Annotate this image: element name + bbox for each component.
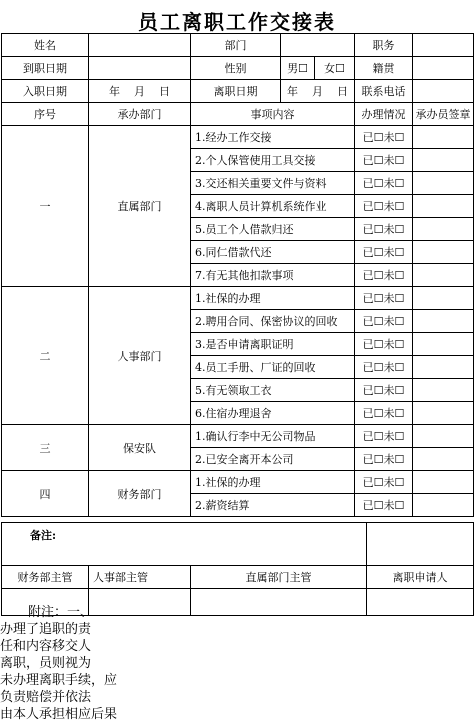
position-label: 职务 (355, 34, 413, 57)
status-checkbox[interactable]: 已☐未☐ (355, 264, 413, 287)
gender-female-checkbox[interactable]: 女☐ (315, 57, 355, 80)
signature-field[interactable] (413, 471, 474, 494)
item-text: 6.同仁借款代还 (191, 241, 355, 264)
status-checkbox[interactable]: 已☐未☐ (355, 310, 413, 333)
signature-field[interactable] (413, 494, 474, 517)
position-field[interactable] (413, 34, 474, 57)
status-checkbox[interactable]: 已☐未☐ (355, 195, 413, 218)
group-seq: 三 (2, 425, 89, 471)
item-text: 3.是否申请离职证明 (191, 333, 355, 356)
item-row (2, 471, 474, 494)
status-checkbox[interactable]: 已☐未☐ (355, 494, 413, 517)
signature-field[interactable] (413, 333, 474, 356)
sig-applicant-field[interactable] (367, 589, 474, 616)
status-checkbox[interactable]: 已☐未☐ (355, 172, 413, 195)
status-checkbox[interactable]: 已☐未☐ (355, 218, 413, 241)
item-text: 6.住宿办理退舍 (191, 402, 355, 425)
status-checkbox[interactable]: 已☐未☐ (355, 149, 413, 172)
native-label: 籍贯 (355, 57, 413, 80)
leave-date-label: 离职日期 (191, 80, 281, 103)
native-field[interactable] (413, 57, 474, 80)
item-text: 2.已安全离开本公司 (191, 448, 355, 471)
dept-field[interactable] (281, 34, 355, 57)
entry-date-field[interactable]: 年 月 日 (89, 80, 191, 103)
item-text: 1.社保的办理 (191, 287, 355, 310)
footnote-line: 负责赔偿并依法 (0, 690, 92, 705)
item-text: 5.有无领取工衣 (191, 379, 355, 402)
item-row (2, 425, 474, 448)
col-signature: 承办员签章 (413, 103, 474, 126)
item-text: 1.社保的办理 (191, 471, 355, 494)
row-dates (2, 80, 474, 103)
footnote-line: 任和内容移交人 (0, 639, 92, 654)
item-text: 4.离职人员计算机系统作业 (191, 195, 355, 218)
group-seq: 一 (2, 126, 89, 287)
sig-direct-label: 直属部门主管 (191, 566, 367, 589)
name-label: 姓名 (2, 34, 89, 57)
leave-date-field[interactable]: 年 月 日 (281, 80, 355, 103)
signature-field[interactable] (413, 310, 474, 333)
row-name (2, 34, 474, 57)
dept-label: 部门 (191, 34, 281, 57)
signature-field[interactable] (413, 172, 474, 195)
status-checkbox[interactable]: 已☐未☐ (355, 287, 413, 310)
status-checkbox[interactable]: 已☐未☐ (355, 356, 413, 379)
signature-field[interactable] (413, 448, 474, 471)
item-text: 2.薪资结算 (191, 494, 355, 517)
footnote-line: 由本人承担相应后果 (0, 707, 118, 722)
group-dept: 直属部门 (89, 126, 191, 287)
remarks-table (1, 522, 474, 616)
item-text: 5.员工个人借款归还 (191, 218, 355, 241)
gender-label: 性别 (191, 57, 281, 80)
footnote-line: 附注：一、 (28, 605, 94, 620)
signature-label-row (2, 566, 474, 589)
remarks-label: 备注: (2, 523, 367, 566)
signature-field[interactable] (413, 356, 474, 379)
item-text: 3.交还相关重要文件与资料 (191, 172, 355, 195)
handover-table (1, 33, 474, 517)
entry-date-label: 入职日期 (2, 80, 89, 103)
phone-label: 联系电话 (355, 80, 413, 103)
signature-field[interactable] (413, 402, 474, 425)
sig-finance-label: 财务部主管 (2, 566, 89, 589)
sig-applicant-label: 离职申请人 (367, 566, 474, 589)
gender-male-checkbox[interactable]: 男☐ (281, 57, 315, 80)
item-text: 1.经办工作交接 (191, 126, 355, 149)
status-checkbox[interactable]: 已☐未☐ (355, 402, 413, 425)
group-seq: 四 (2, 471, 89, 517)
item-text: 7.有无其他扣款事项 (191, 264, 355, 287)
hire-date-field[interactable] (89, 57, 191, 80)
signature-field[interactable] (413, 195, 474, 218)
item-row (2, 287, 474, 310)
item-text: 1.确认行李中无公司物品 (191, 425, 355, 448)
status-checkbox[interactable]: 已☐未☐ (355, 333, 413, 356)
signature-field[interactable] (413, 218, 474, 241)
status-checkbox[interactable]: 已☐未☐ (355, 126, 413, 149)
col-items: 事项内容 (191, 103, 355, 126)
sig-direct-field[interactable] (191, 589, 367, 616)
item-text: 2.个人保管使用工具交接 (191, 149, 355, 172)
status-checkbox[interactable]: 已☐未☐ (355, 379, 413, 402)
hire-date-label: 到职日期 (2, 57, 89, 80)
signature-field[interactable] (413, 287, 474, 310)
footnote-line: 未办理离职手续，应 (0, 673, 118, 688)
group-seq: 二 (2, 287, 89, 425)
signature-field[interactable] (413, 264, 474, 287)
col-status: 办理情况 (355, 103, 413, 126)
group-dept: 财务部门 (89, 471, 191, 517)
item-text: 4.员工手册、厂证的回收 (191, 356, 355, 379)
item-text: 2.聘用合同、保密协议的回收 (191, 310, 355, 333)
col-dept: 承办部门 (89, 103, 191, 126)
phone-field[interactable] (413, 80, 474, 103)
group-dept: 人事部门 (89, 287, 191, 425)
sig-hr-label: 人事部主管 (89, 566, 191, 589)
signature-field[interactable] (413, 126, 474, 149)
status-checkbox[interactable]: 已☐未☐ (355, 241, 413, 264)
signature-field[interactable] (413, 425, 474, 448)
signature-field[interactable] (413, 379, 474, 402)
footnote (0, 604, 140, 722)
item-row (2, 126, 474, 149)
status-checkbox[interactable]: 已☐未☐ (355, 425, 413, 448)
col-seq: 序号 (2, 103, 89, 126)
signature-field[interactable] (413, 241, 474, 264)
status-checkbox[interactable]: 已☐未☐ (355, 471, 413, 494)
footnote-line: 办理了追职的责 (0, 622, 92, 637)
signature-field[interactable] (413, 149, 474, 172)
group-dept: 保安队 (89, 425, 191, 471)
form-title: 员工离职工作交接表 (138, 10, 336, 34)
footnote-line: 离职，员则视为 (0, 656, 92, 671)
column-header-row (2, 103, 474, 126)
row-hire (2, 57, 474, 80)
remarks-field[interactable] (367, 523, 474, 566)
name-field[interactable] (89, 34, 191, 57)
status-checkbox[interactable]: 已☐未☐ (355, 448, 413, 471)
